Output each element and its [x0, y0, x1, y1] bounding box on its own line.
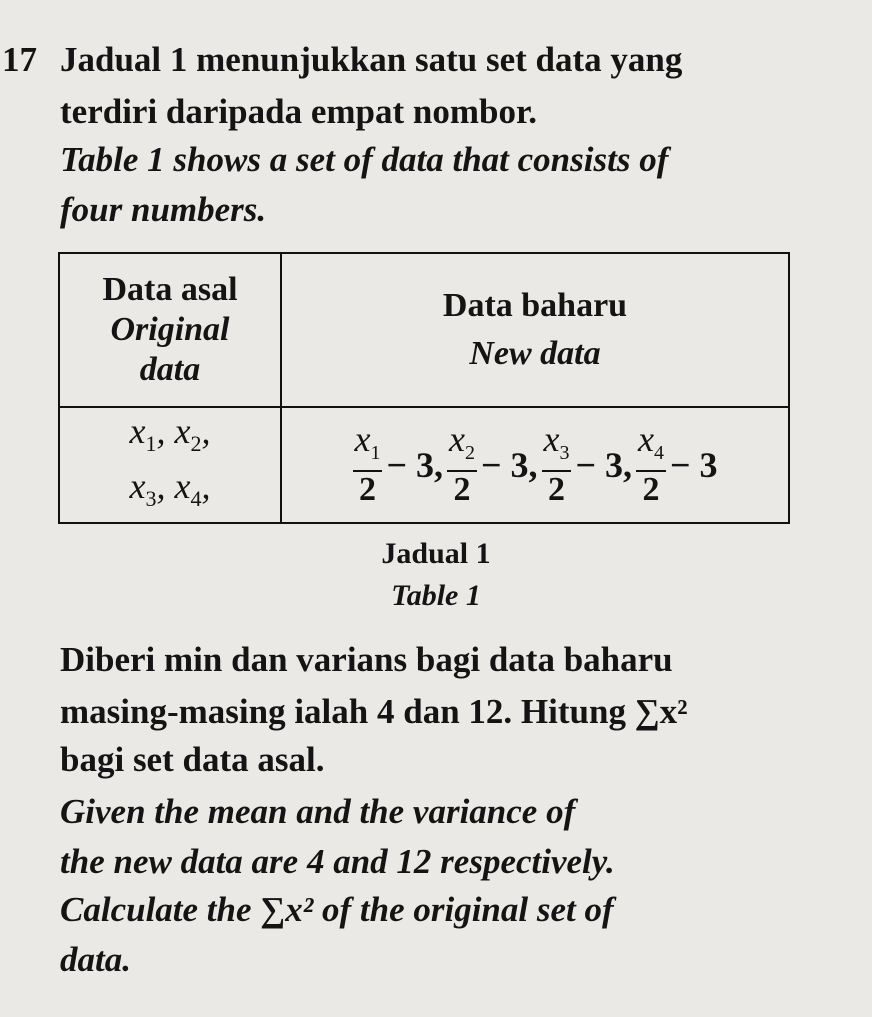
fraction-denominator: 2 [453, 471, 471, 509]
data-table [58, 252, 790, 524]
intro-malay-line-2: terdiri daripada empat nombor. [60, 92, 538, 131]
original-values-row-1: $x_1$, $x_2$, [129, 410, 211, 456]
fraction-x2-over-2 [447, 418, 477, 509]
term-minus-three: − 3, [480, 445, 538, 485]
body-english-line-3: Calculate the ∑x² of the original set of [60, 890, 614, 929]
question-number: 17 [2, 40, 37, 79]
fraction-denominator: 2 [547, 471, 565, 509]
header-new-data [281, 253, 789, 407]
intro-malay-line-1: Jadual 1 menunjukkan satu set data yang [60, 40, 683, 79]
fraction-numerator: $x_1$ [354, 418, 381, 465]
header-original-english-2: data [139, 351, 201, 388]
fraction-numerator: $x_2$ [449, 418, 475, 465]
original-x1: $x_1$ [129, 410, 157, 456]
header-new-malay: Data baharu [442, 287, 628, 324]
fraction-numerator: $x_3$ [543, 418, 570, 465]
term-minus-three: − 3 [669, 445, 718, 485]
body-malay-line-2: masing-masing ialah 4 dan 12. Hitung ∑x² [60, 692, 688, 731]
intro-english-line-1: Table 1 shows a set of data that consists of [60, 140, 669, 179]
fraction-numerator: $x_4$ [638, 418, 664, 465]
body-english-line-2: the new data are 4 and 12 respectively. [60, 842, 615, 881]
fraction-denominator: 2 [358, 471, 376, 509]
table-caption-english: Table 1 [391, 579, 481, 612]
original-x2: $x_2$ [174, 410, 202, 456]
original-x4: $x_4$ [174, 466, 202, 512]
fraction-x1-over-2 [353, 418, 383, 509]
original-data-cell [59, 407, 281, 523]
body-english-line-1: Given the mean and the variance of [60, 792, 576, 831]
term-minus-three: − 3, [386, 445, 443, 485]
fraction-denominator: 2 [642, 471, 660, 509]
original-values-row-2: $x_3$, $x_4$, [129, 466, 211, 512]
intro-english-line-2: four numbers. [60, 190, 267, 229]
header-new-english: New data [469, 335, 601, 372]
header-original-data [59, 253, 281, 407]
header-original-english-1: Original [110, 311, 230, 348]
body-malay-line-3: bagi set data asal. [60, 740, 325, 779]
body-malay-line-1: Diberi min dan varians bagi data baharu [60, 640, 673, 679]
body-english-line-4: data. [60, 940, 131, 979]
term-minus-three: − 3, [575, 445, 632, 485]
new-data-cell [281, 407, 789, 523]
table-caption-malay: Jadual 1 [381, 537, 491, 570]
fraction-x4-over-2 [636, 418, 666, 509]
fraction-x3-over-2 [542, 418, 572, 509]
original-x3: $x_3$ [129, 466, 157, 512]
header-original-malay: Data asal [102, 271, 238, 308]
new-data-expression [282, 418, 788, 509]
